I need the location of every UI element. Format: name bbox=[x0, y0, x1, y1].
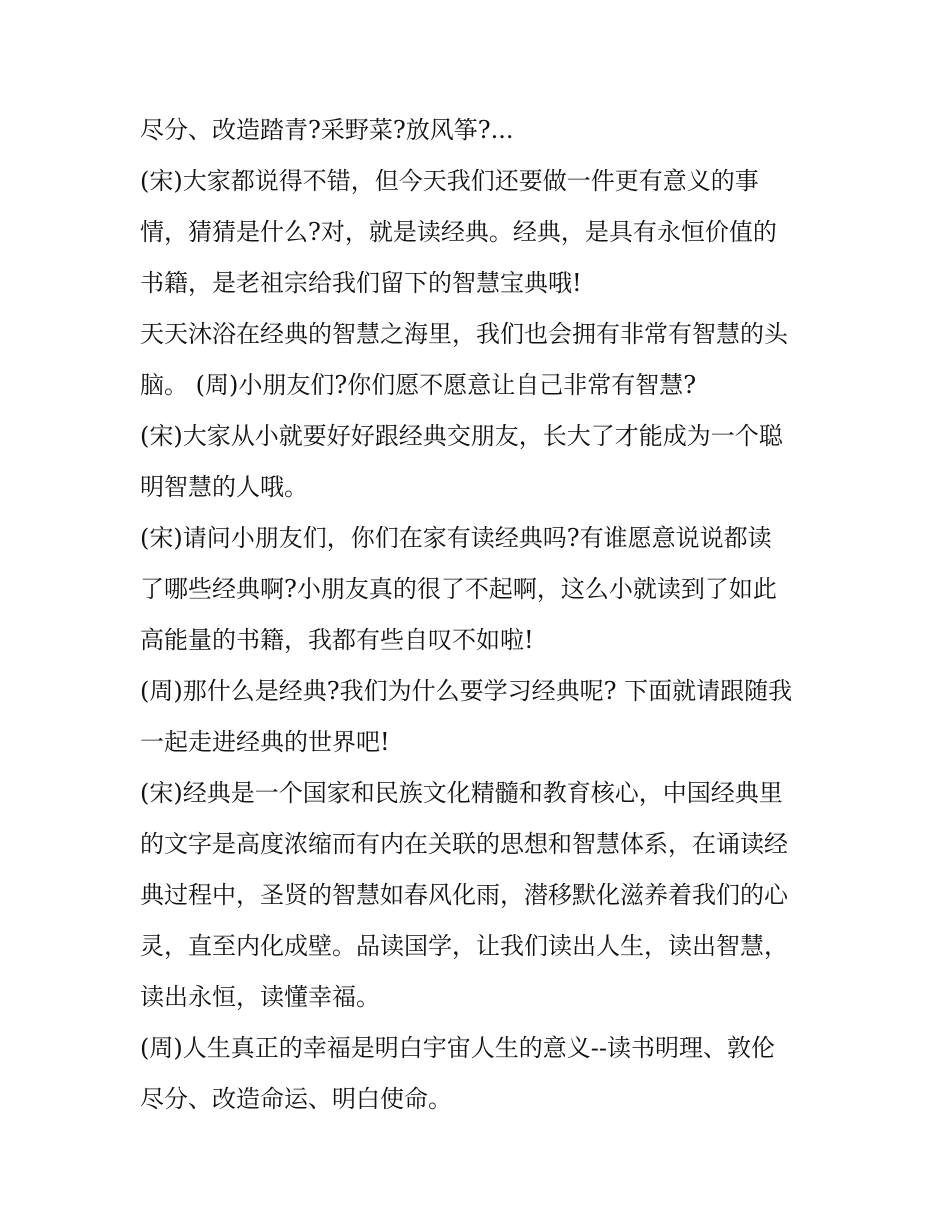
text-line: 高能量的书籍，我都有些自叹不如啦! bbox=[140, 626, 534, 654]
text-line: (宋)大家都说得不错，但今天我们还要做一件更有意义的事 bbox=[140, 167, 759, 195]
text-line: 尽分、改造踏青?采野菜?放风筝?... bbox=[140, 116, 514, 144]
text-line: (宋)大家从小就要好好跟经典交朋友，长大了才能成为一个聪 bbox=[140, 422, 783, 450]
text-line: 读出永恒，读懂幸福。 bbox=[140, 983, 380, 1011]
text-line: 书籍，是老祖宗给我们留下的智慧宝典哦! bbox=[140, 269, 582, 297]
text-line: (宋)经典是一个国家和民族文化精髓和教育核心，中国经典里 bbox=[140, 779, 783, 807]
text-line: 情，猜猜是什么?对，就是读经典。经典，是具有永恒价值的 bbox=[140, 218, 777, 246]
text-line: 典过程中，圣贤的智慧如春风化雨，潜移默化滋养着我们的心 bbox=[140, 881, 788, 909]
text-line: (周)人生真正的幸福是明白宇宙人生的意义--读书明理、敦伦 bbox=[140, 1034, 775, 1062]
text-line: 尽分、改造命运、明白使命。 bbox=[140, 1085, 452, 1113]
text-line: 天天沐浴在经典的智慧之海里，我们也会拥有非常有智慧的头 bbox=[140, 320, 788, 348]
text-line: 的文字是高度浓缩而有内在关联的思想和智慧体系，在诵读经 bbox=[140, 830, 788, 858]
document-body bbox=[140, 105, 820, 1125]
text-line: 脑。 (周)小朋友们?你们愿不愿意让自己非常有智慧? bbox=[140, 371, 697, 399]
text-line: (周)那什么是经典?我们为什么要学习经典呢? 下面就请跟随我 bbox=[140, 677, 793, 705]
text-line: 明智慧的人哦。 bbox=[140, 473, 308, 501]
text-line: 灵，直至内化成壁。品读国学，让我们读出人生，读出智慧， bbox=[140, 932, 788, 960]
text-line: 一起走进经典的世界吧! bbox=[140, 728, 390, 756]
text-line: (宋)请问小朋友们，你们在家有读经典吗?有谁愿意说说都读 bbox=[140, 524, 772, 552]
text-line: 了哪些经典啊?小朋友真的很了不起啊，这么小就读到了如此 bbox=[140, 575, 777, 603]
